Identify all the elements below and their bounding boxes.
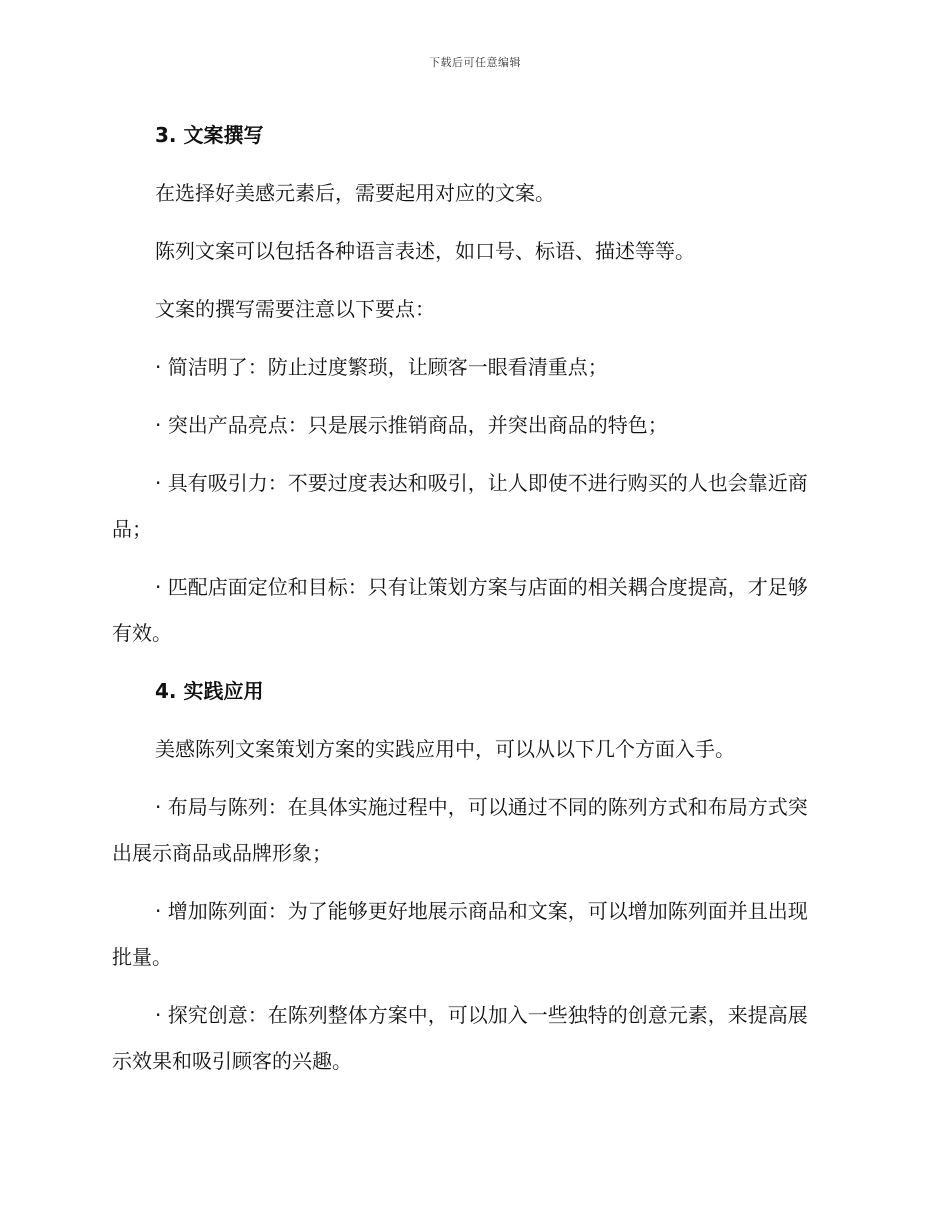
section-heading-practice: 4. 实践应用: [155, 679, 264, 703]
paragraph: 美感陈列文案策划方案的实践应用中，可以从以下几个方面入手。: [155, 737, 735, 761]
bullet-point: · 具有吸引力：不要过度表达和吸引，让人即使不进行购买的人也会靠近商品；: [112, 471, 808, 541]
bullet-point: · 简洁明了：防止过度繁琐，让顾客一眼看清重点；: [155, 355, 608, 379]
bullet-point: · 布局与陈列：在具体实施过程中，可以通过不同的陈列方式和布局方式突出展示商品或品牌形象；: [112, 795, 808, 865]
document-body: [112, 112, 824, 1096]
bullet-point: · 匹配店面定位和目标：只有让策划方案与店面的相关耦合度提高，才足够有效。: [112, 575, 808, 645]
paragraph: 陈列文案可以包括各种语言表述，如口号、标语、描述等等。: [155, 239, 695, 263]
paragraph: 在选择好美感元素后，需要起用对应的文案。: [155, 181, 555, 205]
paragraph: 文案的撰写需要注意以下要点：: [155, 297, 435, 321]
header-note: 下载后可任意编辑: [429, 56, 521, 69]
bullet-point: · 探究创意：在陈列整体方案中，可以加入一些独特的创意元素，来提高展示效果和吸引顾客的兴趣。: [112, 1003, 808, 1073]
bullet-point: · 增加陈列面：为了能够更好地展示商品和文案，可以增加陈列面并且出现批量。: [112, 899, 808, 969]
bullet-point: · 突出产品亮点：只是展示推销商品，并突出商品的特色；: [155, 413, 668, 437]
section-heading-copywriting: 3. 文案撰写: [155, 123, 264, 147]
